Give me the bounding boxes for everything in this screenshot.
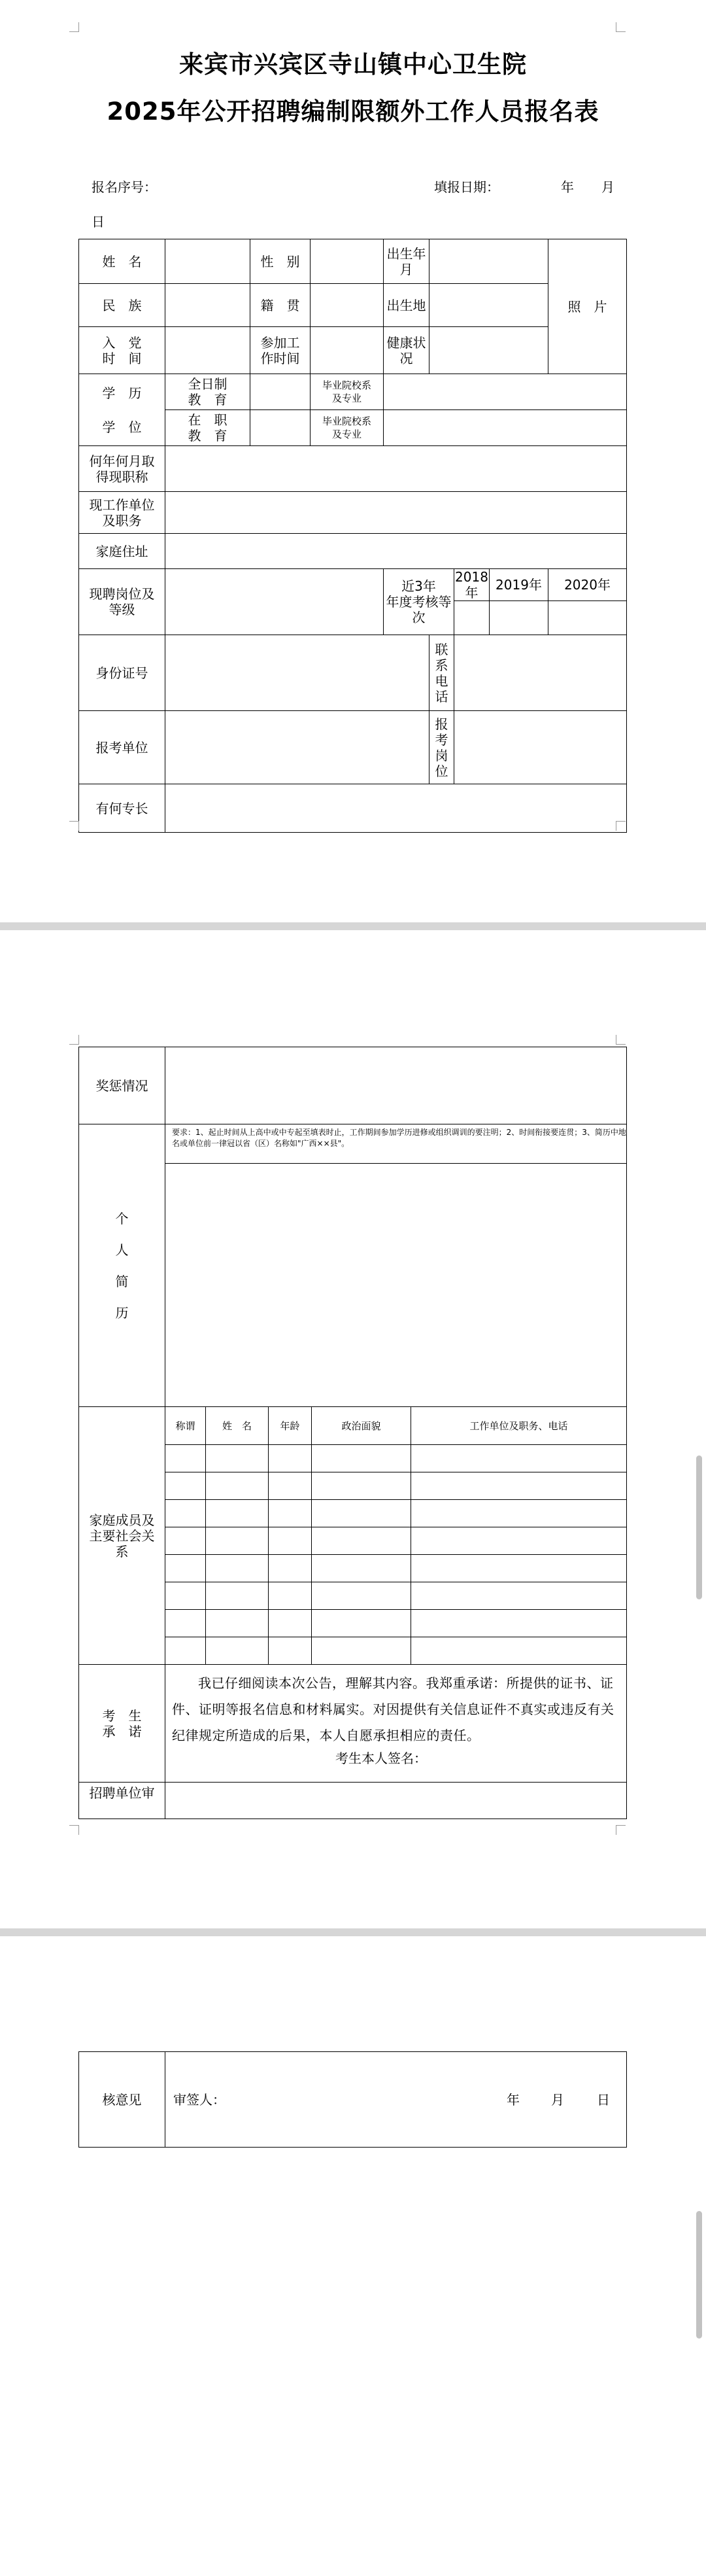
current-unit-field[interactable] — [165, 492, 627, 534]
corner-mark — [616, 821, 626, 831]
party-time-label: 入 党 时 间 — [79, 327, 165, 374]
corner-mark — [616, 1825, 626, 1835]
year-2019-header: 2019年 — [490, 569, 548, 601]
family-cell[interactable] — [312, 1610, 411, 1637]
health-label: 健康状况 — [384, 327, 429, 374]
id-card-label: 身份证号 — [79, 635, 165, 711]
family-cell[interactable] — [206, 1582, 269, 1610]
year-2020-field[interactable] — [548, 601, 627, 635]
year-2020-header: 2020年 — [548, 569, 627, 601]
review-field-part1[interactable] — [165, 1783, 627, 1819]
family-cell[interactable] — [411, 1582, 627, 1610]
family-cell[interactable] — [269, 1500, 312, 1527]
address-label: 家庭住址 — [79, 534, 165, 569]
ethnicity-label: 民 族 — [79, 284, 165, 327]
family-cell[interactable] — [312, 1500, 411, 1527]
grad-school-2-label: 毕业院校系 及专业 — [311, 410, 384, 446]
family-cell[interactable] — [206, 1637, 269, 1665]
birthplace-field[interactable] — [429, 284, 548, 327]
scrollbar-thumb[interactable] — [696, 1455, 702, 1599]
review-label-part2: 核意见 — [79, 2052, 165, 2148]
doc-title-line-1: 来宾市兴宾区寺山镇中心卫生院 — [179, 50, 527, 78]
phone-field[interactable] — [454, 635, 627, 711]
signature-label: 考生本人签名： — [335, 1750, 427, 1766]
resume-label: 个 人 简 历 — [79, 1124, 165, 1407]
address-field[interactable] — [165, 534, 627, 569]
review-field-part2[interactable] — [165, 2052, 627, 2148]
birth-ym-field[interactable] — [429, 239, 548, 284]
current-post-field[interactable] — [165, 569, 384, 635]
gender-label: 性 别 — [250, 239, 311, 284]
family-cell[interactable] — [165, 1472, 206, 1500]
family-header-age: 年龄 — [269, 1407, 312, 1445]
family-cell[interactable] — [269, 1610, 312, 1637]
page-2 — [0, 930, 706, 1928]
reviewer-label: 审签人： — [173, 2092, 226, 2108]
year-2018-field[interactable] — [454, 601, 490, 635]
family-cell[interactable] — [165, 1555, 206, 1582]
family-label: 家庭成员及 主要社会关 系 — [79, 1407, 165, 1665]
year-2018-header: 2018年 — [455, 569, 488, 600]
family-cell[interactable] — [312, 1527, 411, 1555]
awards-field[interactable] — [165, 1047, 627, 1124]
corner-mark — [69, 821, 79, 831]
family-cell[interactable] — [206, 1527, 269, 1555]
page-separator — [0, 922, 706, 930]
resume-table — [78, 1047, 627, 1819]
ethnicity-field[interactable] — [165, 284, 250, 327]
title-when-label: 何年何月取 得现职称 — [79, 446, 165, 492]
apply-unit-field[interactable] — [165, 711, 429, 784]
review-month-label: 月 — [551, 2092, 564, 2108]
review-year-label: 年 — [507, 2092, 520, 2108]
birthplace-label: 出生地 — [384, 284, 429, 327]
family-header-unit: 工作单位及职务、电话 — [411, 1407, 627, 1445]
edu-degree-label: 学 历 学 位 — [79, 374, 165, 446]
scrollbar-thumb[interactable] — [696, 2211, 702, 2339]
family-cell[interactable] — [165, 1500, 206, 1527]
health-field[interactable] — [429, 327, 548, 374]
pledge-cell — [165, 1665, 627, 1783]
year-label: 年 — [561, 179, 574, 195]
family-cell[interactable] — [165, 1637, 206, 1665]
fulltime-label: 全日制 教 育 — [165, 374, 250, 410]
corner-mark — [69, 1035, 79, 1045]
family-cell[interactable] — [269, 1472, 312, 1500]
gender-field[interactable] — [311, 239, 384, 284]
apply-unit-label: 报考单位 — [79, 711, 165, 784]
name-field[interactable] — [165, 239, 250, 284]
family-cell[interactable] — [206, 1555, 269, 1582]
family-cell[interactable] — [269, 1637, 312, 1665]
family-cell[interactable] — [269, 1555, 312, 1582]
corner-mark — [69, 22, 79, 32]
family-cell[interactable] — [165, 1527, 206, 1555]
native-place-label: 籍 贯 — [250, 284, 311, 327]
year-2019-field[interactable] — [490, 601, 548, 635]
pledge-text: 我已仔细阅读本次公告，理解其内容。我郑重承诺：所提供的证书、证件、证明等报名信息和材料属实。对因提供有关信息证件不真实或违反有关纪律规定所造成的后果，本人自愿承担相应的责任。 — [172, 1675, 614, 1743]
page-separator — [0, 1928, 706, 1936]
birth-ym-label: 出生年月 — [384, 239, 429, 284]
name-label: 姓 名 — [79, 239, 165, 284]
work-start-field[interactable] — [311, 327, 384, 374]
family-cell[interactable] — [411, 1445, 627, 1472]
family-cell[interactable] — [411, 1555, 627, 1582]
resume-field[interactable] — [165, 1164, 627, 1407]
family-cell[interactable] — [206, 1500, 269, 1527]
grad-school-1-field[interactable] — [384, 374, 627, 410]
page-1 — [0, 0, 706, 922]
resume-note: 要求：1、起止时间从上高中或中专起至填表时止，工作期间参加学历进修或组织调训的要注明；2、时间衔接要连贯；3、简历中地名或单位前一律冠以省（区）名称如"广西××县"。 — [165, 1124, 627, 1164]
family-cell[interactable] — [165, 1445, 206, 1472]
page-3 — [0, 1936, 706, 2576]
specialty-label: 有何专长 — [79, 784, 165, 833]
grad-school-2-field[interactable] — [384, 410, 627, 446]
family-header-political: 政治面貌 — [312, 1407, 411, 1445]
reg-no-label: 报名序号： — [92, 179, 157, 195]
specialty-field[interactable] — [165, 784, 627, 833]
family-cell[interactable] — [411, 1500, 627, 1527]
family-cell[interactable] — [165, 1610, 206, 1637]
family-cell[interactable] — [411, 1472, 627, 1500]
review-label-part1: 招聘单位审 — [79, 1783, 165, 1819]
month-label: 月 — [601, 179, 614, 195]
family-cell[interactable] — [206, 1610, 269, 1637]
photo-box[interactable]: 照 片 — [548, 239, 627, 374]
awards-label: 奖惩情况 — [79, 1047, 165, 1124]
family-cell[interactable] — [312, 1582, 411, 1610]
corner-mark — [616, 1035, 626, 1045]
apply-post-field[interactable] — [454, 711, 627, 784]
fulltime-field[interactable] — [250, 374, 311, 410]
phone-label: 联系 电话 — [429, 635, 454, 711]
doc-title-line-2: 2025年公开招聘编制限额外工作人员报名表 — [107, 97, 599, 126]
family-cell[interactable] — [312, 1472, 411, 1500]
assessment-label: 近3年 年度考核等次 — [384, 569, 454, 635]
inservice-label: 在 职 教 育 — [165, 410, 250, 446]
family-cell[interactable] — [269, 1445, 312, 1472]
work-start-label: 参加工 作时间 — [250, 327, 311, 374]
current-post-label: 现聘岗位及 等级 — [79, 569, 165, 635]
family-cell[interactable] — [411, 1637, 627, 1665]
apply-post-label: 报考 岗位 — [429, 711, 454, 784]
family-cell[interactable] — [165, 1582, 206, 1610]
family-header-name: 姓 名 — [206, 1407, 269, 1445]
family-cell[interactable] — [312, 1555, 411, 1582]
family-header-title: 称谓 — [165, 1407, 206, 1445]
family-cell[interactable] — [269, 1527, 312, 1555]
review-day-label: 日 — [597, 2092, 610, 2108]
family-cell[interactable] — [269, 1582, 312, 1610]
corner-mark — [616, 22, 626, 32]
family-cell[interactable] — [411, 1527, 627, 1555]
current-unit-label: 现工作单位 及职务 — [79, 492, 165, 534]
pledge-label: 考 生 承 诺 — [79, 1665, 165, 1783]
day-label: 日 — [92, 214, 105, 230]
title-when-field[interactable] — [165, 446, 627, 492]
family-cell[interactable] — [312, 1445, 411, 1472]
native-place-field[interactable] — [311, 284, 384, 327]
review-table — [78, 2051, 627, 2148]
family-cell[interactable] — [312, 1637, 411, 1665]
id-card-field[interactable] — [165, 635, 429, 711]
grad-school-1-label: 毕业院校系 及专业 — [311, 374, 384, 410]
corner-mark — [69, 1825, 79, 1835]
family-cell[interactable] — [206, 1472, 269, 1500]
basic-info-table — [78, 239, 627, 833]
family-cell[interactable] — [411, 1610, 627, 1637]
fill-date-label: 填报日期： — [434, 179, 499, 195]
inservice-field[interactable] — [250, 410, 311, 446]
party-time-field[interactable] — [165, 327, 250, 374]
family-cell[interactable] — [206, 1445, 269, 1472]
